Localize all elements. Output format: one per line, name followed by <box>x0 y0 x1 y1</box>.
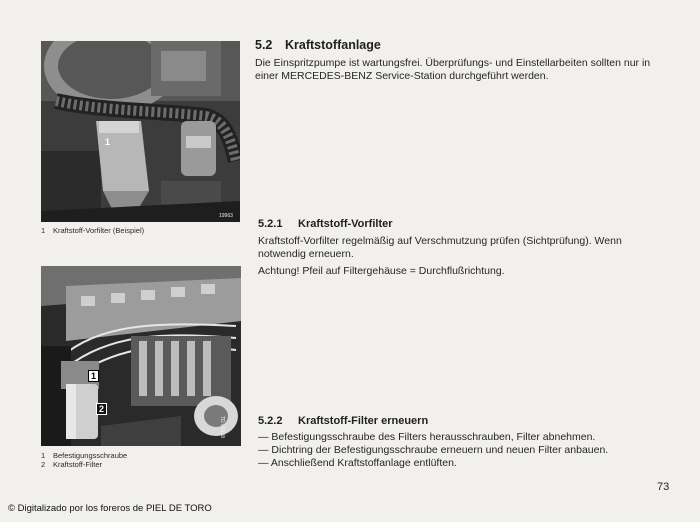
figure-code: TD 08918 <box>219 416 225 438</box>
caption-row <box>41 460 127 469</box>
page-number: 73 <box>657 481 670 493</box>
section-heading-5-2-1 <box>258 218 393 230</box>
figure-code: 19963 <box>219 213 233 219</box>
callout-1: 1 <box>88 370 99 382</box>
section-heading-5-2-2 <box>258 415 428 427</box>
scan-credit: © Digitalizado por los foreros de PIEL DE TORO <box>8 503 212 514</box>
section-title: Kraftstoff-Vorfilter <box>298 218 393 230</box>
list-item: — Befestigungsschraube des Filters herausschrauben, Filter abnehmen. <box>258 431 596 443</box>
list-item: — Anschließend Kraftstoffanlage entlüften. <box>258 457 457 469</box>
caption-row <box>41 451 127 460</box>
steps-list <box>258 431 678 470</box>
prefilter-caption <box>41 226 144 235</box>
prefilter-photo <box>41 41 240 222</box>
fuel-filter-photo <box>41 266 241 446</box>
fuel-filter-caption <box>41 451 127 469</box>
warning-note: Achtung! Pfeil auf Filtergehäuse = Durchflußrichtung. <box>258 265 505 277</box>
caption-text: Kraftstoff-Vorfilter (Beispiel) <box>53 226 145 235</box>
callout-2: 2 <box>96 403 107 415</box>
section-heading-5-2 <box>255 38 381 52</box>
callout-1: 1 <box>105 137 111 147</box>
caption-number: 1 <box>41 226 46 235</box>
section-number: 5.2 <box>255 38 273 52</box>
caption-text: Kraftstoff-Filter <box>53 460 103 469</box>
caption-number: 2 <box>41 460 46 469</box>
list-item: — Dichtring der Befestigungsschraube erneuern und neuen Filter anbauen. <box>258 444 609 456</box>
caption-number: 1 <box>41 451 46 460</box>
section-title: Kraftstoffanlage <box>285 38 381 52</box>
section-number: 5.2.2 <box>258 415 283 427</box>
section-body: Die Einspritzpumpe ist wartungsfrei. Überprüfungs- und Einstellarbeiten sollten nur in einer MERCEDES-BENZ Service-Station durchgeführt werden. <box>255 57 651 82</box>
section-number: 5.2.1 <box>258 218 283 230</box>
caption-text: Befestigungsschraube <box>53 451 128 460</box>
caption-row <box>41 226 144 235</box>
section-body: Kraftstoff-Vorfilter regelmäßig auf Verschmutzung prüfen (Sichtprüfung). Wenn notwendig erneuern. <box>258 235 622 260</box>
section-title: Kraftstoff-Filter erneuern <box>298 415 429 427</box>
